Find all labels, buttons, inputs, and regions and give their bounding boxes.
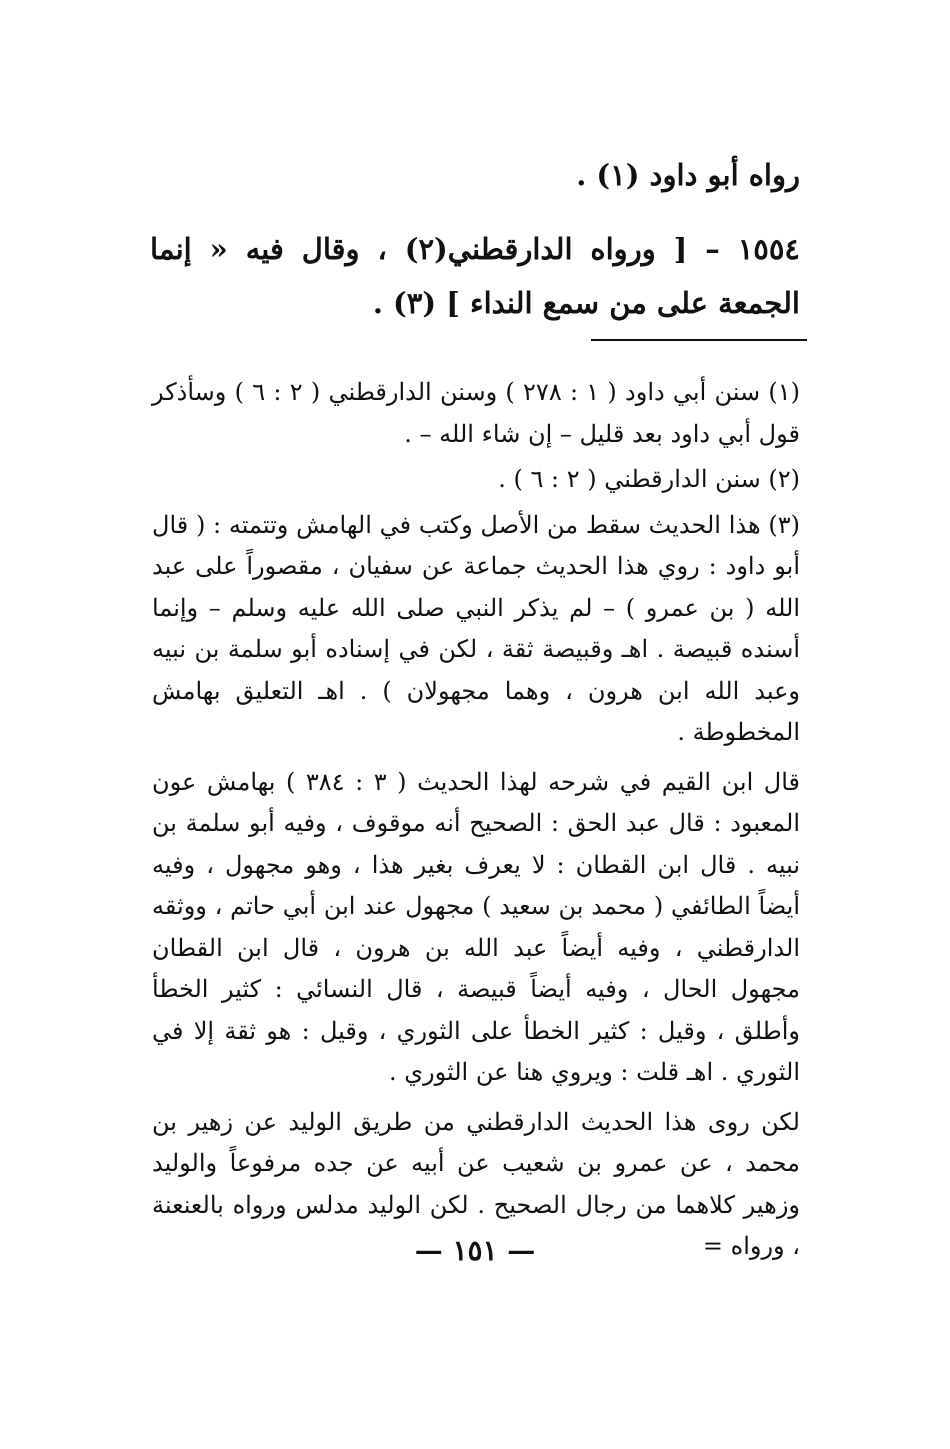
hadith-text: – [ ورواه الدارقطني(٢) ، وقال فيه « إنما الجمعة على من سمع النداء ] (٣) . bbox=[150, 232, 800, 320]
footnote-3: (٣) هذا الحديث سقط من الأصل وكتب في الهامش وتتمته : ( قال أبو داود : روي هذا الحديث جماعة عن سفيان ، مقصوراً على عبد الله ( بن عمرو ) – لم يذكر النبي صلى الله عليه وسلم – وإنما أسنده قبيصة . اهـ وقبيصة ثقة ، لكن في إسناده أبو سلمة بن نبيه وعبد الله ابن هرون ، وهما مجهولان ) . اهـ التعليق بهامش المخطوطة . bbox=[152, 510, 801, 746]
hadith-number: ١٥٥٤ bbox=[737, 232, 800, 266]
footnote-1: (١) سنن أبي داود ( ١ : ٢٧٨ ) وسنن الدارقطني ( ٢ : ٦ ) وسأذكر قول أبي داود بعد قليل – إن شاء الله – . bbox=[152, 378, 801, 448]
hadith-entry bbox=[150, 222, 800, 330]
hadith-paragraph bbox=[150, 222, 800, 330]
page-number: — ١٥١ — bbox=[414, 1234, 536, 1267]
footnote-2: (٢) سنن الدارقطني ( ٢ : ٦ ) . bbox=[498, 465, 800, 493]
footnote-commentary-daraqutni: لكن روى هذا الحديث الدارقطني من طريق الوليد عن زهير بن محمد ، عن عمرو بن شعيب عن أبيه عن جده مرفوعاً والوليد وزهير كلاهما من رجال الصحيح . لكن الوليد مدلس ورواه بالعنعنة ، ورواه = bbox=[152, 1107, 800, 1260]
footnote-separator bbox=[591, 339, 807, 341]
main-line1-text: رواه أبو داود (١) . bbox=[576, 158, 800, 192]
footnote-commentary-ibn-qayyim: قال ابن القيم في شرحه لهذا الحديث ( ٣ : ٣٨٤ ) بهامش عون المعبود : قال عبد الحق : الصحيح أنه موقوف ، وفيه أبو سلمة بن نبيه . قال ابن القطان : لا يعرف بغير هذا ، وهو مجهول ، وفيه أيضاً الطائفي ( محمد بن سعيد ) مجهول عند ابن أبي حاتم ، ووثقه الدارقطني ، وفيه أيضاً عبد الله بن هرون ، قال ابن القطان مجهول الحال ، وفيه أيضاً قبيصة ، قال النسائي : كثير الخطأ وأطلق ، وقيل : كثير الخطأ على الثوري ، وقيل : هو ثقة إلا في الثوري . اهـ قلت : ويروي هنا عن الثوري . bbox=[152, 767, 801, 1086]
footnotes bbox=[152, 372, 800, 1268]
main-text-line bbox=[150, 148, 800, 202]
